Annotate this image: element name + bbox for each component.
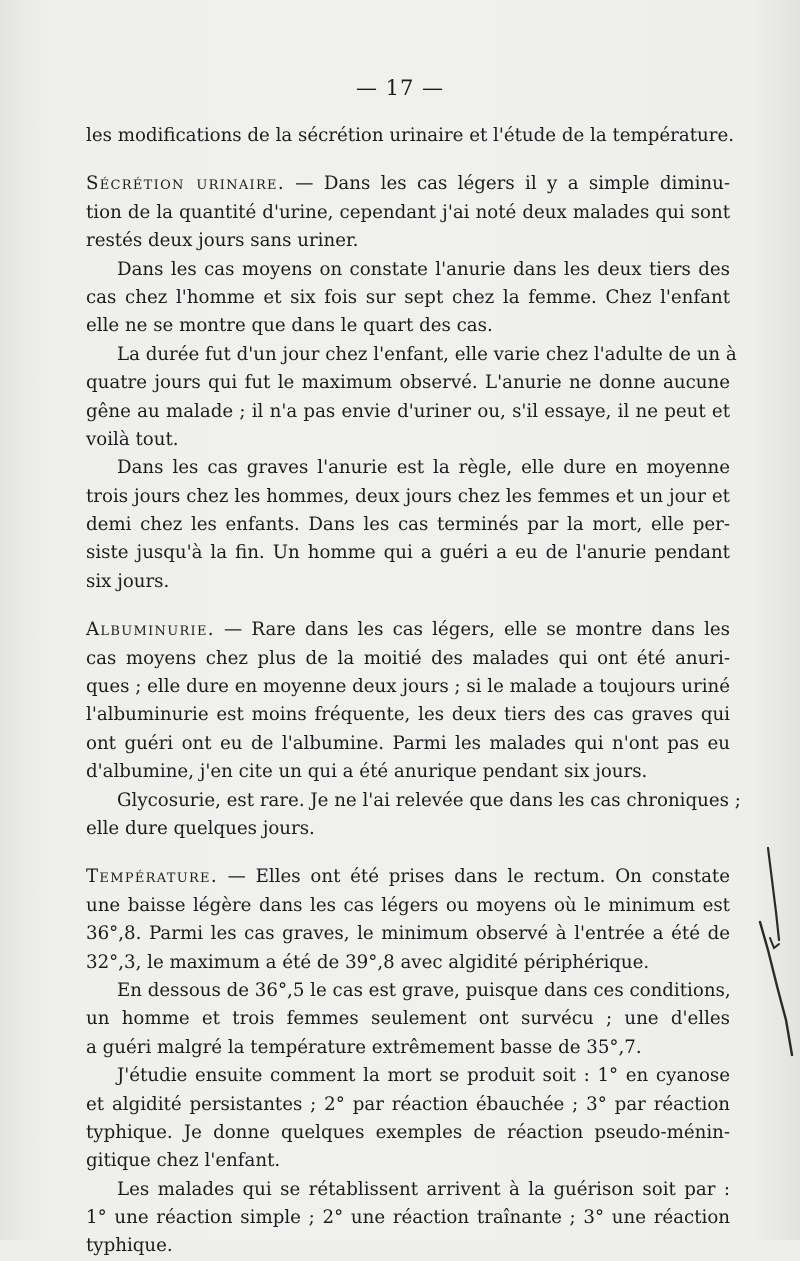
section-first-line	[86, 863, 730, 891]
intro-line: les modifications de la sécrétion urinaire et l'étude de la température.	[86, 125, 734, 146]
text-line: cas chez l'homme et six fois sur sept chez la femme. Chez l'enfant	[86, 286, 730, 308]
text-line: typhique.	[86, 1235, 173, 1257]
text-line: gêne au malade ; il n'a pas envie d'uriner ou, s'il essaye, il ne peut et	[86, 400, 730, 422]
text-line: restés deux jours sans uriner.	[86, 230, 359, 252]
text-line: — Dans les cas légers il y a simple diminu-	[284, 173, 730, 195]
text-line: La durée fut d'un jour chez l'enfant, elle varie chez l'adulte de un à	[117, 343, 737, 365]
text-line: voilà tout.	[86, 428, 179, 450]
text-line: J'étudie ensuite comment la mort se produit soit : 1° en cyanose	[117, 1065, 730, 1087]
text-line: d'albumine, j'en cite un qui a été anurique pendant six jours.	[86, 761, 648, 783]
text-line: une baisse légère dans les cas légers ou moyens où le minimum est	[86, 894, 730, 916]
section-heading: Sécrétion urinaire.	[86, 173, 285, 195]
text-line: et algidité persistantes ; 2° par réaction ébauchée ; 3° par réaction	[86, 1093, 730, 1115]
text-line: 36°,8. Parmi les cas graves, le minimum observé à l'entrée a été de	[86, 923, 730, 945]
text-line: demi chez les enfants. Dans les cas terminés par la mort, elle per-	[86, 514, 730, 536]
text-line: elle ne se montre que dans le quart des cas.	[86, 315, 493, 337]
section-albuminurie	[86, 616, 741, 843]
text-line: Dans les cas graves l'anurie est la règle, elle dure en moyenne	[117, 457, 730, 479]
body-text	[86, 122, 741, 1261]
text-line: un homme et trois femmes seulement ont survécu ; une d'elles	[86, 1008, 730, 1030]
section-first-line	[86, 170, 730, 198]
text-line: Dans les cas moyens on constate l'anurie dans les deux tiers des	[117, 258, 730, 280]
text-line: — Rare dans les cas légers, elle se montre dans les	[214, 619, 730, 641]
page-number: — 17 —	[355, 76, 445, 100]
text-line: a guéri malgré la température extrêmement basse de 35°,7.	[86, 1036, 642, 1058]
text-line: ont guéri ont eu de l'albumine. Parmi les malades qui n'ont pas eu	[86, 732, 730, 754]
section-first-line	[86, 616, 730, 644]
section-heading: Albuminurie.	[86, 619, 215, 641]
text-line: trois jours chez les hommes, deux jours chez les femmes et un jour et	[86, 485, 730, 507]
text-line: l'albuminurie est moins fréquente, les deux tiers des cas graves qui	[86, 704, 730, 726]
text-line: — Elles ont été prises dans le rectum. On constate	[217, 866, 730, 888]
text-line: 1° une réaction simple ; 2° une réaction traînante ; 3° une réaction	[86, 1207, 730, 1229]
text-line: siste jusqu'à la fin. Un homme qui a guéri a eu de l'anurie pendant	[86, 542, 730, 564]
text-line: elle dure quelques jours.	[86, 817, 315, 839]
text-line: En dessous de 36°,5 le cas est grave, puisque dans ces conditions,	[117, 979, 731, 1001]
text-line: quatre jours qui fut le maximum observé. L'anurie ne donne aucune	[86, 372, 730, 394]
text-line: Les malades qui se rétablissent arrivent à la guérison soit par :	[117, 1178, 730, 1200]
text-line: tion de la quantité d'urine, cependant j'ai noté deux malades qui sont	[86, 201, 730, 223]
text-line: Glycosurie, est rare. Je ne l'ai relevée que dans les cas chroniques ;	[117, 789, 741, 811]
section-temperature	[86, 863, 730, 1260]
text-line: six jours.	[86, 570, 170, 592]
text-line: cas moyens chez plus de la moitié des malades qui ont été anuri-	[86, 647, 730, 669]
section-heading: Température.	[86, 866, 218, 888]
text-line: ques ; elle dure en moyenne deux jours ; si le malade a toujours uriné	[86, 676, 730, 698]
text-line: gitique chez l'enfant.	[86, 1150, 281, 1172]
margin-pencil-mark	[748, 840, 798, 1070]
section-secretion-urinaire	[86, 170, 737, 596]
text-line: typhique. Je donne quelques exemples de réaction pseudo-ménin-	[86, 1121, 730, 1143]
text-line: 32°,3, le maximum a été de 39°,8 avec algidité périphérique.	[86, 951, 650, 973]
